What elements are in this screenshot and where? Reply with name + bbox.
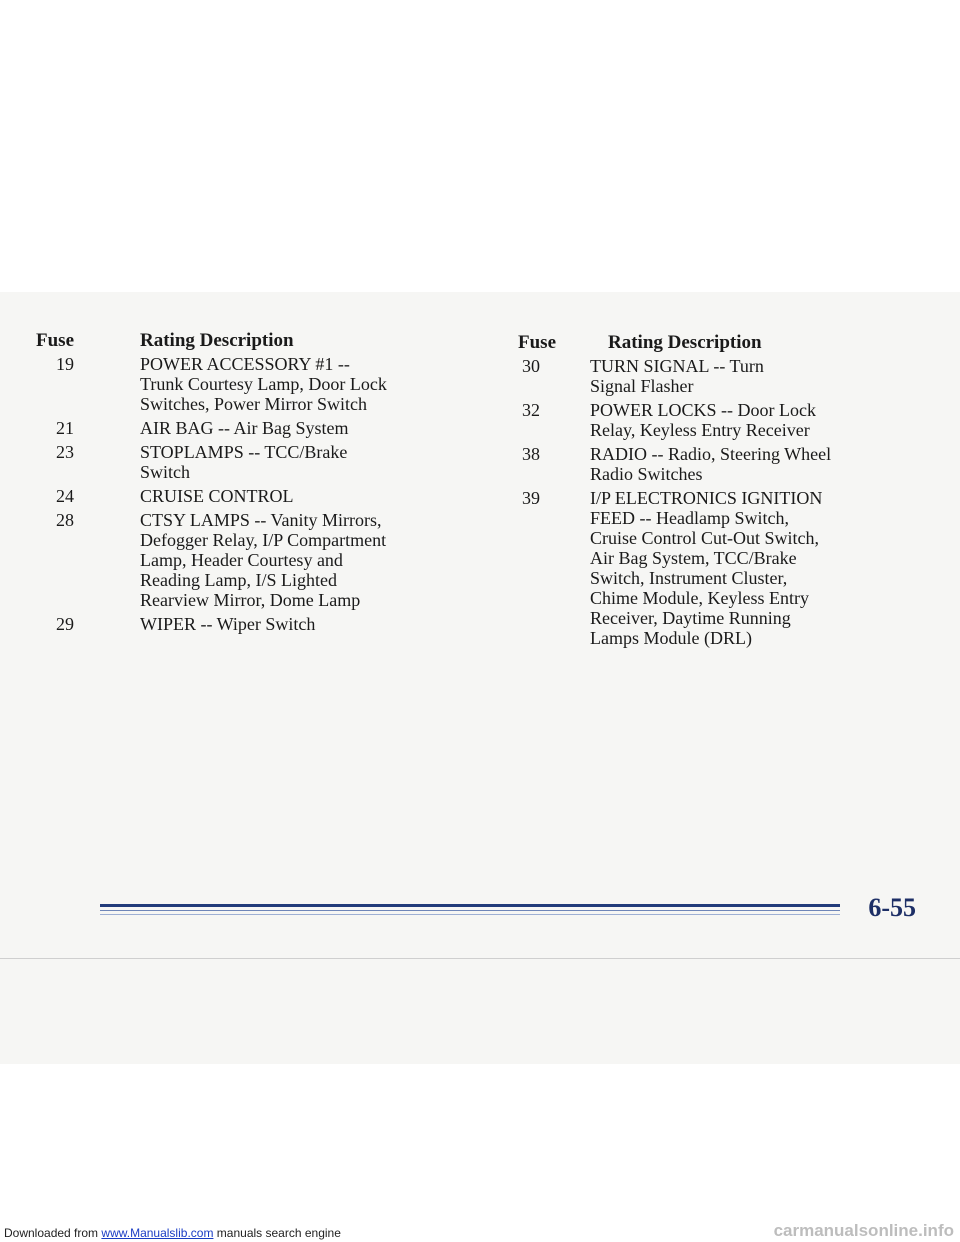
description-line: Lamps Module (DRL) bbox=[590, 628, 752, 648]
description-line: Switch, Instrument Cluster, bbox=[590, 568, 788, 588]
description-line: Defogger Relay, I/P Compartment bbox=[140, 530, 387, 550]
fuse-row-28 bbox=[36, 510, 436, 610]
fuse-number: 38 bbox=[522, 444, 540, 464]
fuse-description bbox=[140, 354, 436, 414]
description-line: Chime Module, Keyless Entry bbox=[590, 588, 809, 608]
description-line: POWER LOCKS -- Door Lock bbox=[590, 400, 816, 420]
fuse-table-right bbox=[500, 332, 940, 652]
footer-rule-thin bbox=[100, 914, 840, 915]
description-line: RADIO -- Radio, Steering Wheel bbox=[590, 444, 832, 464]
blank-top-band bbox=[0, 0, 960, 292]
download-notice bbox=[4, 1226, 341, 1240]
header-fuse: Fuse bbox=[518, 332, 556, 353]
header-rating-description: Rating Description bbox=[140, 330, 294, 351]
fuse-description bbox=[590, 444, 940, 484]
fuse-number: 19 bbox=[56, 354, 74, 374]
description-line: TURN SIGNAL -- Turn bbox=[590, 356, 764, 376]
fuse-number: 30 bbox=[522, 356, 540, 376]
fuse-row-19 bbox=[36, 354, 436, 414]
fuse-row-39 bbox=[500, 488, 940, 648]
fuse-number: 28 bbox=[56, 510, 74, 530]
fuse-description bbox=[590, 488, 940, 648]
description-line: Reading Lamp, I/S Lighted bbox=[140, 570, 337, 590]
description-line: AIR BAG -- Air Bag System bbox=[140, 418, 349, 438]
fuse-row-29 bbox=[36, 614, 436, 634]
table-rows bbox=[36, 354, 436, 634]
fuse-number: 29 bbox=[56, 614, 74, 634]
fuse-description bbox=[140, 442, 436, 482]
page-number: 6-55 bbox=[868, 893, 916, 922]
description-line: Signal Flasher bbox=[590, 376, 694, 396]
fuse-row-32 bbox=[500, 400, 940, 440]
fuse-number: 39 bbox=[522, 488, 540, 508]
fuse-row-23 bbox=[36, 442, 436, 482]
description-line: Switch bbox=[140, 462, 191, 482]
description-line: POWER ACCESSORY #1 -- bbox=[140, 354, 350, 374]
fuse-description bbox=[590, 356, 940, 396]
description-line: Cruise Control Cut-Out Switch, bbox=[590, 528, 819, 548]
description-line: CRUISE CONTROL bbox=[140, 486, 294, 506]
fuse-description bbox=[140, 510, 436, 610]
description-line: I/P ELECTRONICS IGNITION bbox=[590, 488, 823, 508]
description-line: Rearview Mirror, Dome Lamp bbox=[140, 590, 361, 610]
fuse-row-38 bbox=[500, 444, 940, 484]
fuse-number: 23 bbox=[56, 442, 74, 462]
table-header bbox=[36, 330, 436, 352]
header-fuse: Fuse bbox=[36, 330, 74, 351]
description-line: Receiver, Daytime Running bbox=[590, 608, 791, 628]
fuse-table-left bbox=[36, 330, 436, 638]
description-line: STOPLAMPS -- TCC/Brake bbox=[140, 442, 348, 462]
description-line: WIPER -- Wiper Switch bbox=[140, 614, 316, 634]
description-line: Relay, Keyless Entry Receiver bbox=[590, 420, 810, 440]
description-line: Switches, Power Mirror Switch bbox=[140, 394, 367, 414]
watermark: carmanualsonline.info bbox=[773, 1221, 954, 1240]
description-line: FEED -- Headlamp Switch, bbox=[590, 508, 789, 528]
fuse-description bbox=[590, 400, 940, 440]
download-suffix: manuals search engine bbox=[216, 1226, 341, 1240]
footer-rule bbox=[100, 904, 840, 907]
description-line: Radio Switches bbox=[590, 464, 703, 484]
description-line: Lamp, Header Courtesy and bbox=[140, 550, 343, 570]
page-bottom-edge bbox=[0, 958, 960, 959]
table-header bbox=[500, 332, 940, 354]
fuse-description bbox=[140, 614, 436, 634]
fuse-number: 21 bbox=[56, 418, 74, 438]
download-prefix: Downloaded from bbox=[4, 1226, 99, 1240]
header-rating-description: Rating Description bbox=[608, 332, 762, 353]
fuse-number: 24 bbox=[56, 486, 74, 506]
footer-rule-thin bbox=[100, 910, 840, 911]
description-line: Trunk Courtesy Lamp, Door Lock bbox=[140, 374, 387, 394]
fuse-description bbox=[140, 486, 436, 506]
description-line: CTSY LAMPS -- Vanity Mirrors, bbox=[140, 510, 382, 530]
fuse-row-30 bbox=[500, 356, 940, 396]
fuse-row-21 bbox=[36, 418, 436, 438]
table-rows bbox=[500, 356, 940, 648]
fuse-description bbox=[140, 418, 436, 438]
fuse-number: 32 bbox=[522, 400, 540, 420]
fuse-row-24 bbox=[36, 486, 436, 506]
manualslib-link[interactable]: www.Manualslib.com bbox=[101, 1226, 214, 1240]
description-line: Air Bag System, TCC/Brake bbox=[590, 548, 797, 568]
